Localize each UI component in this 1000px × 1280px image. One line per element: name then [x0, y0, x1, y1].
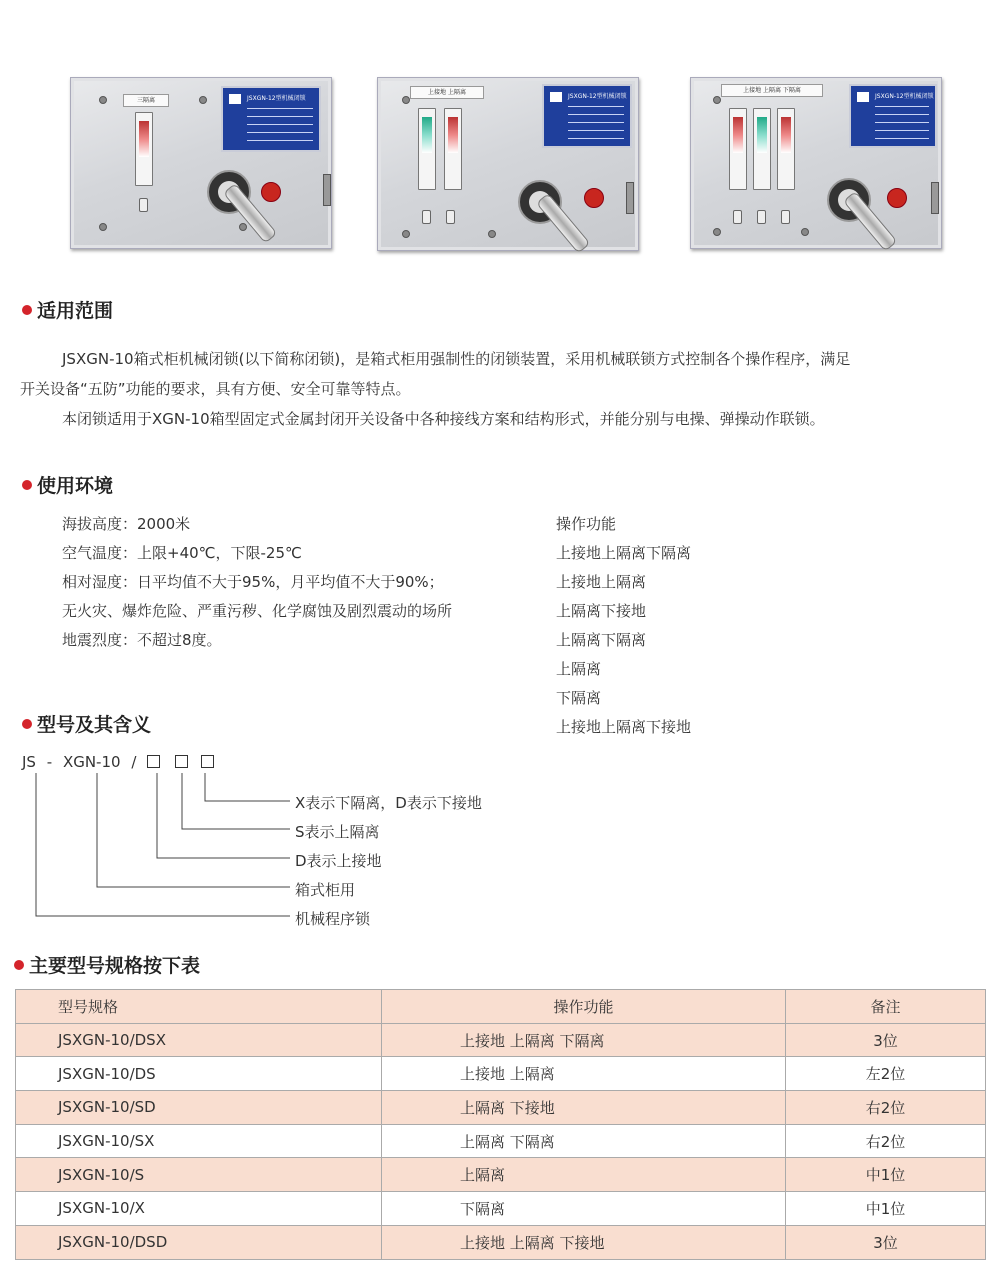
table-row: [16, 1158, 986, 1192]
table-cell: 左2位: [786, 1057, 986, 1091]
env-line: 相对湿度：日平均值不大于95%，月平均值不大于90%；: [62, 573, 444, 591]
scope-paragraph-2: 本闭锁适用于XGN-10箱型固定式金属封闭开关设备中各种接线方案和结构形式，并能分别与电操、弹操动作联锁。: [62, 410, 825, 428]
env-line: 地震烈度：不超过8度。: [62, 631, 222, 649]
table-cell: JSXGN-10/DS: [16, 1057, 382, 1091]
table-header-row: [16, 990, 986, 1024]
table-cell: 中1位: [786, 1158, 986, 1192]
table-cell: JSXGN-10/SD: [16, 1091, 382, 1125]
table-cell: JSXGN-10/DSD: [16, 1225, 382, 1259]
ops-item: 上隔离: [556, 660, 602, 678]
table-cell: 上接地 上隔离 下接地: [382, 1225, 786, 1259]
ops-header: 操作功能: [556, 515, 617, 533]
table-cell: 中1位: [786, 1192, 986, 1226]
table-cell: 上隔离 下接地: [382, 1091, 786, 1125]
code-slash: /: [131, 753, 137, 771]
table-header: 操作功能: [382, 990, 786, 1024]
table-cell: 上隔离: [382, 1158, 786, 1192]
table-cell: 上接地 上隔离: [382, 1057, 786, 1091]
table-cell: JSXGN-10/SX: [16, 1124, 382, 1158]
section-title-env: 使用环境: [22, 471, 113, 498]
scope-paragraph-1a: JSXGN-10箱式柜机械闭锁(以下简称闭锁)，是箱式柜用强制性的闭锁装置，采用机械联锁方式控制各个操作程序，满足: [62, 350, 851, 368]
ops-item: 上接地上隔离下接地: [556, 718, 692, 736]
scope-paragraph-1b: 开关设备“五防”功能的要求，具有方便、安全可靠等特点。: [20, 380, 411, 398]
table-row: [16, 1192, 986, 1226]
section-title-model: 型号及其含义: [22, 710, 151, 737]
section-title-scope: 适用范围: [22, 296, 113, 323]
code-xgn: XGN-10: [62, 753, 121, 771]
table-header: 型号规格: [16, 990, 382, 1024]
nameplate-title: JSXGN-12型机械闭锁: [247, 95, 306, 102]
table-row: [16, 1225, 986, 1259]
table-cell: 上接地 上隔离 下隔离: [382, 1023, 786, 1057]
nameplate-title: JSXGN-12型机械闭锁: [568, 93, 627, 100]
table-cell: JSXGN-10/S: [16, 1158, 382, 1192]
panel-label: 上接地 上隔离 下隔离: [721, 84, 823, 97]
table-cell: JSXGN-10/X: [16, 1192, 382, 1226]
panel-label: 三隔离: [123, 94, 169, 107]
ops-item: 上接地上隔离下隔离: [556, 544, 692, 562]
table-cell: 3位: [786, 1225, 986, 1259]
table-cell: 上隔离 下隔离: [382, 1124, 786, 1158]
model-meaning: 机械程序锁: [295, 910, 371, 928]
model-meaning: 箱式柜用: [295, 881, 356, 899]
table-row: [16, 1023, 986, 1057]
model-meaning: X表示下隔离，D表示下接地: [295, 794, 482, 812]
table-cell: 3位: [786, 1023, 986, 1057]
table-cell: JSXGN-10/DSX: [16, 1023, 382, 1057]
model-meaning: S表示上隔离: [295, 823, 380, 841]
env-line: 海拔高度：2000米: [62, 515, 191, 533]
bullet-icon: [14, 960, 24, 970]
ops-item: 下隔离: [556, 689, 602, 707]
table-header: 备注: [786, 990, 986, 1024]
panel-label: 上接地 上隔离: [410, 86, 484, 99]
code-dash: -: [46, 753, 53, 771]
table-cell: 右2位: [786, 1091, 986, 1125]
spec-table: [15, 989, 986, 1260]
table-row: [16, 1091, 986, 1125]
table-row: [16, 1124, 986, 1158]
table-cell: 右2位: [786, 1124, 986, 1158]
code-js: JS: [22, 753, 36, 771]
nameplate-title: JSXGN-12型机械闭锁: [875, 93, 934, 100]
ops-item: 上接地上隔离: [556, 573, 647, 591]
table-row: [16, 1057, 986, 1091]
ops-item: 上隔离下隔离: [556, 631, 647, 649]
table-cell: 下隔离: [382, 1192, 786, 1226]
env-line: 无火灾、爆炸危险、严重污秽、化学腐蚀及剧烈震动的场所: [62, 602, 453, 620]
section-title-spec: 主要型号规格按下表: [14, 951, 200, 978]
env-line: 空气温度：上限+40℃，下限-25℃: [62, 544, 302, 562]
ops-item: 上隔离下接地: [556, 602, 647, 620]
model-meaning: D表示上接地: [295, 852, 382, 870]
